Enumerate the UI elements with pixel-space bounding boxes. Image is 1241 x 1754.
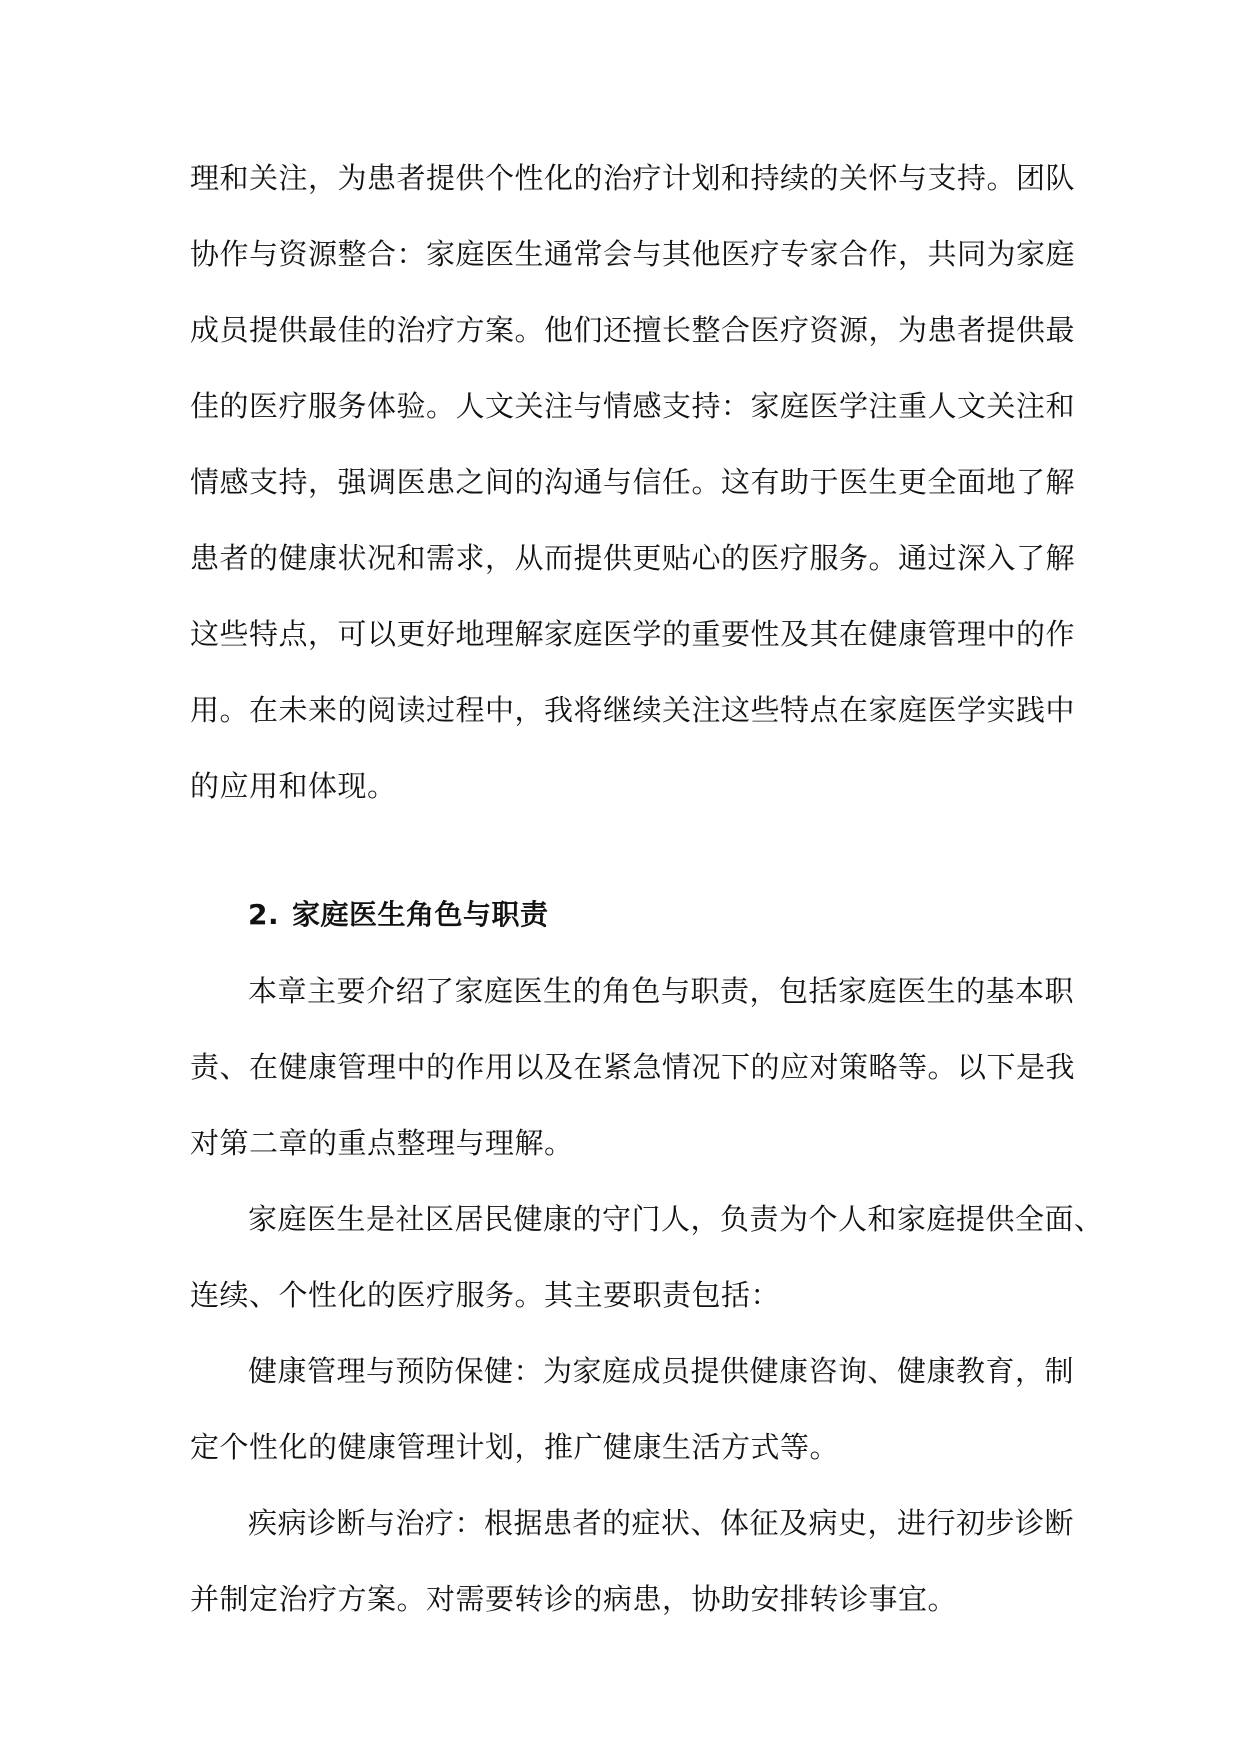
text-line: 连续、个性化的医疗服务。其主要职责包括：: [190, 1278, 781, 1312]
text-line: 对第二章的重点整理与理解。: [190, 1126, 574, 1160]
text-line: 情感支持，强调医患之间的沟通与信任。这有助于医生更全面地了解: [190, 465, 1076, 499]
text-line: 本章主要介绍了家庭医生的角色与职责，包括家庭医生的基本职: [248, 974, 1075, 1008]
text-line: 协作与资源整合：家庭医生通常会与其他医疗专家合作，共同为家庭: [190, 237, 1076, 271]
text-line: 患者的健康状况和需求，从而提供更贴心的医疗服务。通过深入了解: [190, 541, 1076, 575]
paragraph-gatekeeper: [190, 1181, 1104, 1333]
paragraph-diagnosis: [190, 1485, 1075, 1637]
text-line: 用。在未来的阅读过程中，我将继续关注这些特点在家庭医学实践中: [190, 693, 1076, 727]
text-line: 成员提供最佳的治疗方案。他们还擅长整合医疗资源，为患者提供最: [190, 313, 1076, 347]
text-line: 家庭医生是社区居民健康的守门人，负责为个人和家庭提供全面、: [248, 1202, 1104, 1236]
section-heading: [190, 877, 1060, 953]
text-line: 并制定治疗方案。对需要转诊的病患，协助安排转诊事宜。: [190, 1582, 958, 1616]
section-number: 2.: [248, 898, 280, 931]
section-title: 家庭医生角色与职责: [292, 898, 549, 931]
text-line: 佳的医疗服务体验。人文关注与情感支持：家庭医学注重人文关注和: [190, 389, 1076, 423]
paragraph-health-management: [190, 1333, 1075, 1485]
text-line: 这些特点，可以更好地理解家庭医学的重要性及其在健康管理中的作: [190, 617, 1076, 651]
text-line: 理和关注，为患者提供个性化的治疗计划和持续的关怀与支持。团队: [190, 161, 1076, 195]
paragraph-intro: [190, 953, 1076, 1181]
text-line: 责、在健康管理中的作用以及在紧急情况下的应对策略等。以下是我: [190, 1050, 1076, 1084]
text-line: 定个性化的健康管理计划，推广健康生活方式等。: [190, 1430, 840, 1464]
text-line: 健康管理与预防保健：为家庭成员提供健康咨询、健康教育，制: [248, 1354, 1075, 1388]
text-line: 疾病诊断与治疗：根据患者的症状、体征及病史，进行初步诊断: [248, 1506, 1075, 1540]
continuation-paragraph: [190, 140, 1076, 824]
text-line: 的应用和体现。: [190, 769, 397, 803]
document-page: [190, 140, 1104, 1637]
